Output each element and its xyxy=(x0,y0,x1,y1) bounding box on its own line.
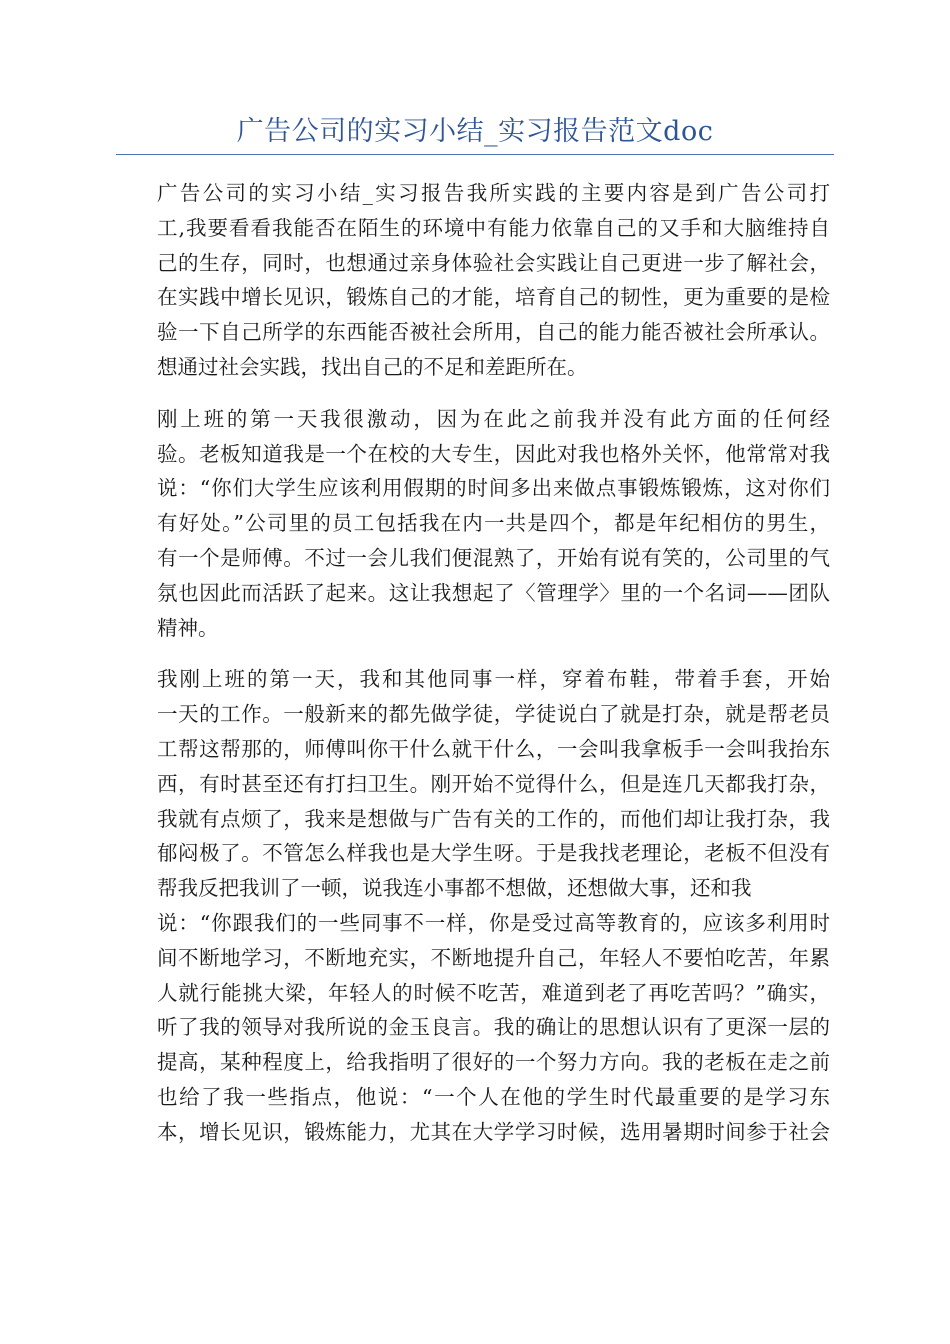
paragraph-2 xyxy=(116,402,830,646)
text-line: 我刚上班的第一天，我和其他同事一样，穿着布鞋，带着手套，开始 xyxy=(157,667,830,692)
text-line: 精神。 xyxy=(157,615,219,640)
document-body xyxy=(116,176,830,1167)
text-line: 工,我要看看我能否在陌生的环境中有能力依靠自己的又手和大脑维持自 xyxy=(157,215,830,240)
paragraph-1 xyxy=(116,176,830,385)
text-line: 一天的工作。一般新来的都先做学徒，学徒说白了就是打杂，就是帮老员 xyxy=(157,702,830,727)
text-line: 有一个是师傅。不过一会儿我们便混熟了，开始有说有笑的，公司里的气 xyxy=(157,545,830,570)
text-line: 帮我反把我训了一顿，说我连小事都不想做，还想做大事，还和我 xyxy=(157,876,752,901)
text-line: 说：“你跟我们的一些同事不一样，你是受过高等教育的，应该多利用时 xyxy=(157,910,830,935)
text-line: 想通过社会实践，找出自己的不足和差距所在。 xyxy=(157,354,588,379)
text-line: 己的生存，同时，也想通过亲身体验社会实践让自己更进一步了解社会， xyxy=(157,250,830,275)
text-line: 听了我的领导对我所说的金玉良言。我的确让的思想认识有了更深一层的 xyxy=(157,1015,830,1040)
text-line: 在实践中增长见识，锻炼自己的才能，培育自己的韧性，更为重要的是检 xyxy=(157,285,830,310)
text-line: 验一下自己所学的东西能否被社会所用，自己的能力能否被社会所承认。 xyxy=(157,320,830,345)
text-line: 我就有点烦了，我来是想做与广告有关的工作的，而他们却让我打杂，我 xyxy=(157,806,830,831)
document-title: 广告公司的实习小结_实习报告范文doc xyxy=(236,116,714,147)
text-line: 验。老板知道我是一个在校的大专生，因此对我也格外关怀，他常常对我 xyxy=(157,441,830,466)
text-line: 氛也因此而活跃了起来。这让我想起了〈管理学〉里的一个名词——团队 xyxy=(157,580,830,605)
paragraph-3 xyxy=(116,662,830,1149)
text-line: 说：“你们大学生应该利用假期的时间多出来做点事锻炼锻炼，这对你们 xyxy=(157,476,830,501)
text-line: 郁闷极了。不管怎么样我也是大学生呀。于是我找老理论，老板不但没有 xyxy=(157,841,830,866)
text-line: 人就行能挑大梁，年轻人的时候不吃苦，难道到老了再吃苦吗？”确实， xyxy=(157,980,830,1005)
text-line: 工帮这帮那的，师傅叫你干什么就干什么，一会叫我拿板手一会叫我抬东 xyxy=(157,736,830,761)
text-line: 提高，某种程度上，给我指明了很好的一个努力方向。我的老板在走之前 xyxy=(157,1050,830,1075)
text-line: 间不断地学习，不断地充实，不断地提升自己，年轻人不要怕吃苦，年累 xyxy=(157,945,830,970)
title-underline xyxy=(116,154,834,155)
text-line: 也给了我一些指点，他说：“一个人在他的学生时代最重要的是学习东 xyxy=(157,1084,830,1109)
text-line: 西，有时甚至还有打扫卫生。刚开始不觉得什么，但是连几天都我打杂， xyxy=(157,771,830,796)
text-line: 有好处。”公司里的员工包括我在内一共是四个，都是年纪相仿的男生， xyxy=(157,511,830,536)
text-line: 广告公司的实习小结_实习报告我所实践的主要内容是到广告公司打 xyxy=(157,181,830,205)
text-line: 刚上班的第一天我很激动，因为在此之前我并没有此方面的任何经 xyxy=(157,406,830,431)
text-line: 本，增长见识，锻炼能力，尤其在大学学习时候，选用暑期时间参于社会 xyxy=(157,1119,830,1144)
